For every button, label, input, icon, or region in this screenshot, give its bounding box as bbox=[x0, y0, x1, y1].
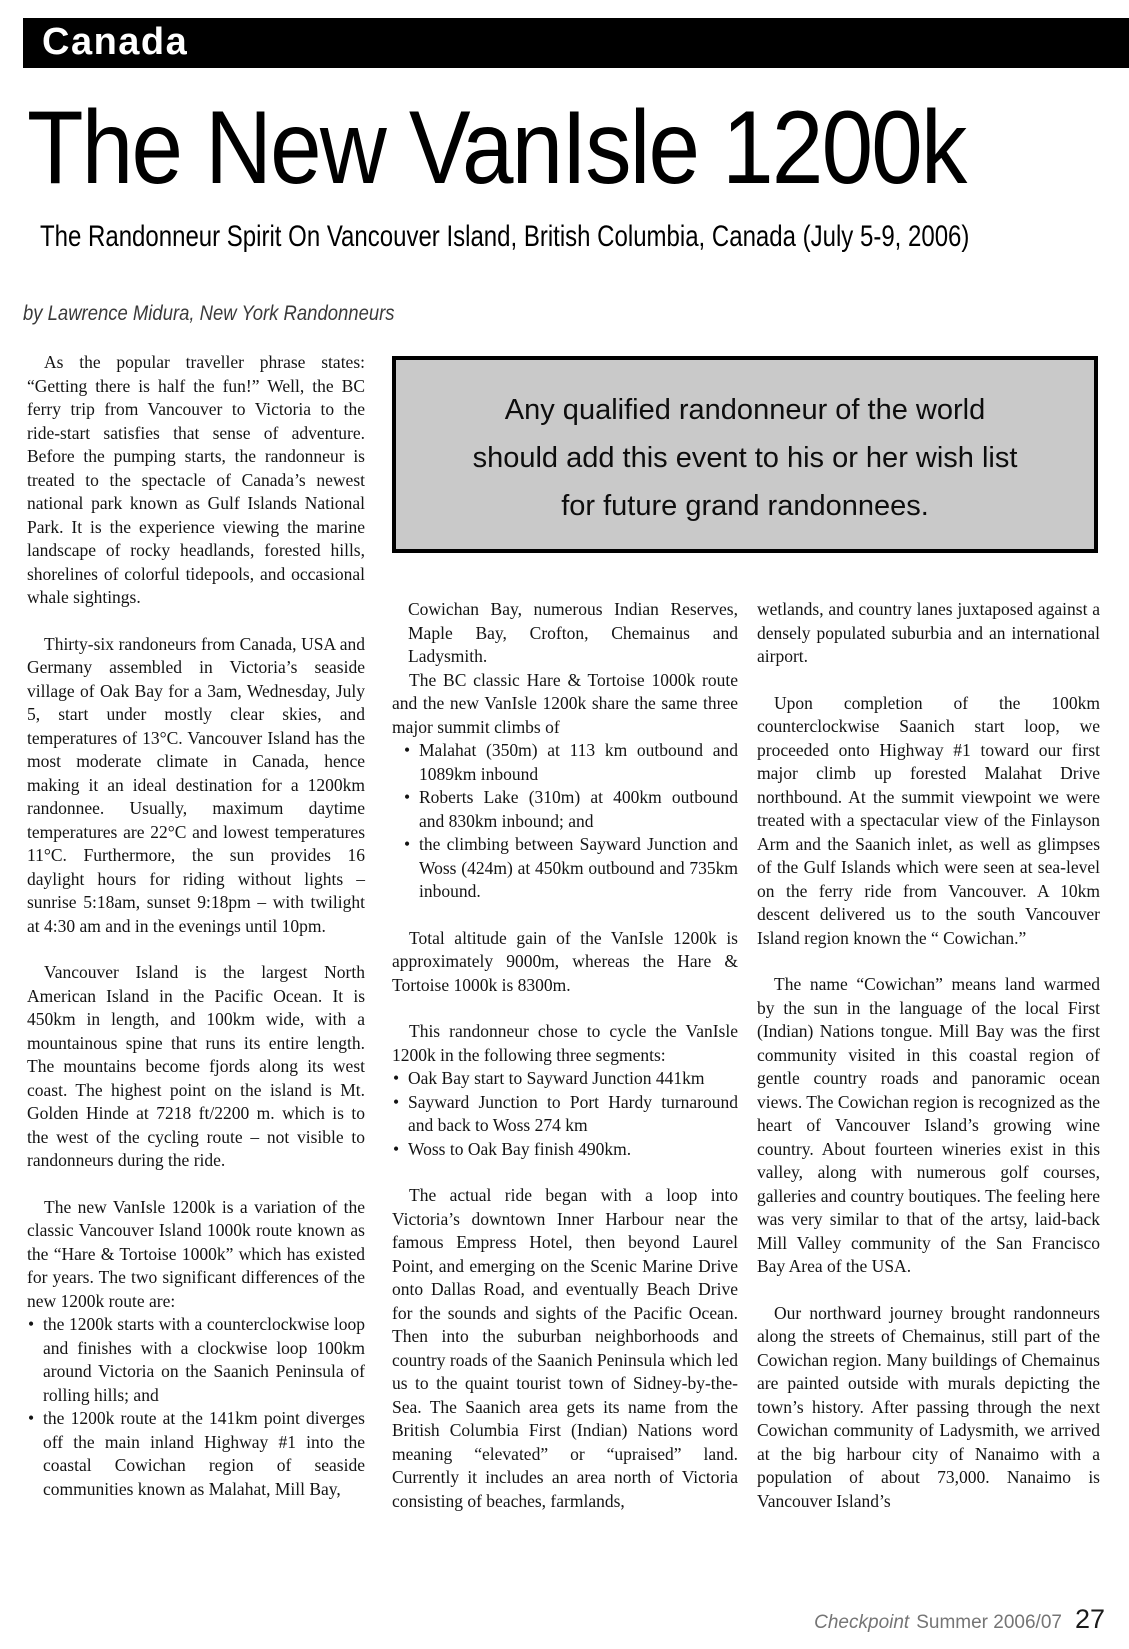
bullet-item: • Woss to Oak Bay finish 490km. bbox=[392, 1138, 738, 1162]
article-subtitle: The Randonneur Spirit On Vancouver Island, British Columbia, Canada (July 5-9, 2006) bbox=[40, 220, 970, 253]
page-footer bbox=[814, 1604, 1105, 1635]
paragraph: Upon completion of the 100km counterclockwise Saanich start loop, we proceeded onto Highway #1 toward our first major climb up forested Malahat Drive northbound. At the summit viewpoint we were treated with a spectacular view of the Finlayson Arm and the Saanich inlet, as well as glimpses of the Gulf Islands which were seen at sea-level on the ferry ride from Vancouver. A 10km descent delivered us to the south Vancouver Island region known the “ Cowichan.” bbox=[757, 692, 1100, 948]
paragraph: Thirty-six randoneurs from Canada, USA and Germany assembled in Victoria’s seaside village of Oak Bay for a 3am, Wednesday, July 5, start under mostly clear skies, and temperatures of 13°C. Vancouver Island has the most moderate climate in Canada, hence making it an ideal destination for a 1200km randonnee. Usually, maximum daytime temperatures are 22°C and lowest temperatures 11°C. Furthermore, the sun provides 16 daylight hours for riding without lights – sunrise 5:18am, sunset 9:18pm – with twilight at 4:30 am and in the evenings until 10pm. bbox=[27, 633, 365, 936]
bullet-item: • Sayward Junction to Port Hardy turnaround and back to Woss 274 km bbox=[392, 1091, 738, 1138]
paragraph: The new VanIsle 1200k is a variation of the classic Vancouver Island 1000k route known as the “Hare & Tortoise 1000k” which has existed for years. The two significant differences of the new 1200k route are: bbox=[27, 1196, 365, 1311]
paragraph: The actual ride began with a loop into Victoria’s downtown Inner Harbour near the famous Empress Hotel, then beyond Laurel Point, and emerging on the Scenic Marine Drive onto Dallas Road, and eventually Beach Drive for the sounds and sights of the Pacific Ocean. Then into the suburban neighborhoods and country roads of the Saanich Peninsula which led us to the quaint tourist town of Sidney-by-the-Sea. The Saanich area gets its name from the British Columbia First (Indian) Nations word meaning “elevated” or “upraised” land. Currently it includes an area north of Victoria consisting of beaches, farmlands, bbox=[392, 1185, 738, 1511]
magazine-name: Checkpoint bbox=[814, 1612, 910, 1633]
continuation-paragraph: Cowichan Bay, numerous Indian Reserves, Maple Bay, Crofton, Chemainus and Ladysmith. bbox=[408, 599, 738, 666]
article-title: The New VanIsle 1200k bbox=[27, 90, 966, 206]
bullet-item: • the climbing between Sayward Junction and Woss (424m) at 450km outbound and 735km inbound. bbox=[403, 833, 738, 904]
pull-quote-box bbox=[392, 356, 1098, 553]
section-banner bbox=[23, 18, 1129, 68]
paragraph: Total altitude gain of the VanIsle 1200k is approximately 9000m, whereas the Hare & Tortoise 1000k is 8300m. bbox=[392, 927, 738, 995]
bullet-item: • Roberts Lake (310m) at 400km outbound and 830km inbound; and bbox=[403, 786, 738, 833]
pull-quote-line: should add this event to his or her wish list bbox=[472, 442, 1018, 474]
continuation-paragraph: wetlands, and country lanes juxtaposed against a densely populated suburbia and an international airport. bbox=[757, 599, 1100, 666]
paragraph: The name “Cowichan” means land warmed by the sun in the language of the local First (Indian) Nations tongue. Mill Bay was the first community visited in this coastal region of gentle country roads and panoramic ocean views. The Cowichan region is recognized as the heart of Vancouver Island’s growing wine country. About fourteen wineries exist in this valley, along with numerous golf courses, galleries and country boutiques. The feeling here was very similar to that of the artsy, laid-back Mill Valley community of the San Francisco Bay Area of the USA. bbox=[757, 974, 1100, 1276]
article-column-3 bbox=[757, 598, 1100, 1513]
article-column-1 bbox=[27, 351, 365, 1501]
bullet-item: • the 1200k starts with a counterclockwise loop and finishes with a clockwise loop 100km around Victoria on the Saanich Peninsula of rolling hills; and bbox=[27, 1313, 365, 1407]
paragraph: This randonneur chose to cycle the VanIsle 1200k in the following three segments: bbox=[392, 1021, 738, 1065]
paragraph: Vancouver Island is the largest North American Island in the Pacific Ocean. It is 450km in length, and 100km wide, with a mountainous spine that runs its entire length. The mountains become fjords along its west coast. The highest point on the island is Mt. Golden Hinde at 7218 ft/2200 m. which is to the west of the cycling route – not visible to randonneurs during the ride. bbox=[27, 962, 365, 1170]
page-number: 27 bbox=[1074, 1604, 1105, 1634]
pull-quote-line: Any qualified randonneur of the world bbox=[504, 394, 986, 426]
issue-label: Summer 2006/07 bbox=[916, 1612, 1062, 1633]
paragraph: The BC classic Hare & Tortoise 1000k route and the new VanIsle 1200k share the same three major summit climbs of bbox=[392, 669, 738, 737]
byline: by Lawrence Midura, New York Randonneurs bbox=[23, 302, 395, 325]
article-column-2 bbox=[392, 598, 738, 1513]
paragraph: As the popular traveller phrase states: “Getting there is half the fun!” Well, the BC ferry trip from Vancouver to Victoria to the ride-start satisfies that sense of adventure. Before the pumping starts, the randonneur is treated to the spectacle of Canada’s newest national park known as Gulf Islands National Park. It is the experience viewing the marine landscape of rocky headlands, forested hills, shorelines of colorful tidepools, and occasional whale sightings. bbox=[27, 352, 365, 607]
bullet-item: • the 1200k route at the 141km point diverges off the main inland Highway #1 into the coastal Cowichan region of seaside communities known as Malahat, Mill Bay, bbox=[27, 1407, 365, 1501]
bullet-item: • Malahat (350m) at 113 km outbound and 1089km inbound bbox=[403, 739, 738, 786]
section-label: Canada bbox=[42, 21, 189, 63]
pull-quote-line: for future grand randonnees. bbox=[561, 490, 929, 522]
bullet-item: • Oak Bay start to Sayward Junction 441km bbox=[392, 1067, 738, 1091]
paragraph: Our northward journey brought randonneurs along the streets of Chemainus, still part of the Cowichan region. Many buildings of Chemainus are painted outside with murals depicting the town’s history. After passing through the next Cowichan community of Ladysmith, we arrived at the big harbour city of Nanaimo with a population of about 73,000. Nanaimo is Vancouver Island’s bbox=[757, 1302, 1100, 1511]
